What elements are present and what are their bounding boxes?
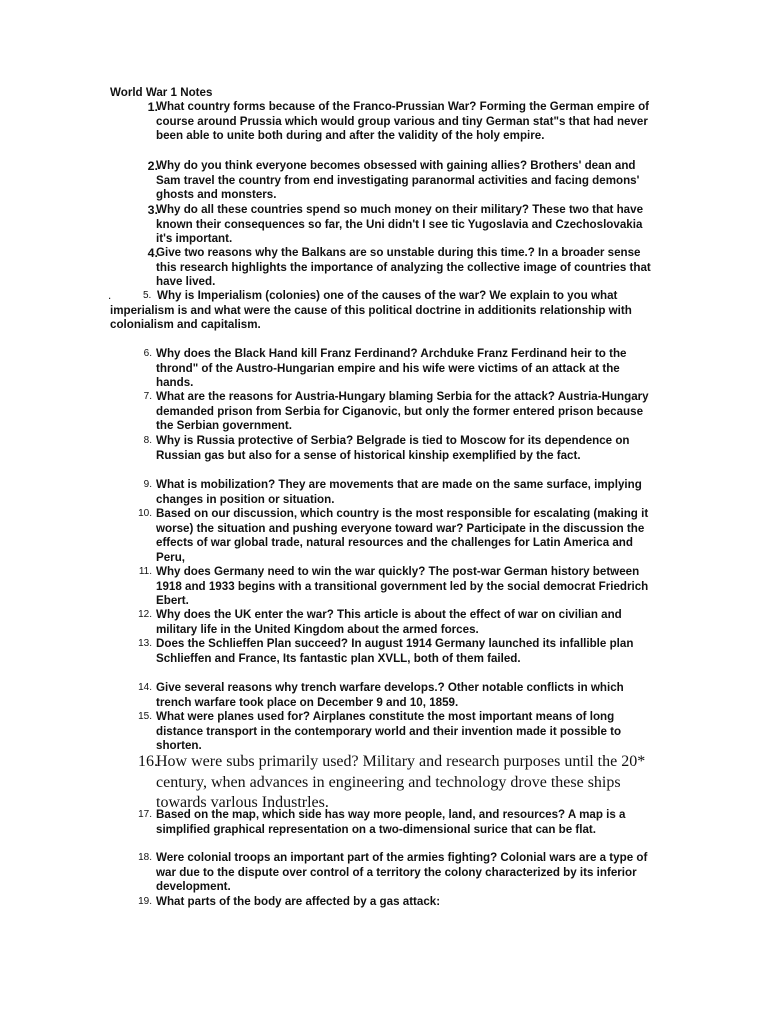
item-text: Does the Schlieffen Plan succeed? In august 1914 Germany launched its infallible plan Schlieffen and France, Its fantastic plan XVLL, both of them failed. (156, 637, 634, 665)
list-item (110, 246, 660, 290)
item-text: What country forms because of the Franco-Prussian War? Forming the German empire of course around Prussia which would group various and tiny German stat"s that had never been able to unite both during and after the validity of the holy empire. (156, 100, 650, 143)
list-item (110, 478, 660, 507)
item-number: 6. (143, 348, 152, 359)
item-text: What parts of the body are affected by a gas attack: (156, 895, 441, 908)
list-item (110, 203, 660, 247)
list-item (110, 637, 660, 666)
item-number: 10. (138, 508, 152, 519)
item-text: What were planes used for? Airplanes constitute the most important means of long distance transport in the contemporary world and their invention made it possible to shorten. (156, 710, 622, 753)
list-item (110, 100, 660, 144)
list-item (110, 434, 660, 463)
item-number: 16. (138, 753, 158, 770)
item-text: Why does the Black Hand kill Franz Ferdinand? Archduke Franz Ferdinand heir to the thrond" of the Austro-Hungarian empire and his wife were victims of an attack at the hands. (156, 347, 627, 390)
item-number: 5. (143, 290, 152, 301)
item-number: 13. (138, 638, 152, 649)
list-item (110, 507, 660, 565)
item-number: 2. (147, 159, 158, 173)
list-item (110, 347, 660, 391)
item-text: How were subs primarily used? Military and research purposes until the 20* century, when advances in engineering and technology drove these ships towards varlous Industrles. (156, 753, 646, 811)
item-text: Why is Imperialism (colonies) one of the causes of the war? We explain to you what imperialism is and what were the cause of this political doctrine in additionits relationship with colonialism and capitalism. (110, 289, 632, 332)
item-number: 8. (143, 435, 152, 446)
item-number: 14. (138, 682, 152, 693)
item-lead-mark: . (108, 289, 112, 302)
item-number: 18. (138, 852, 152, 863)
item-number: 11. (138, 566, 152, 577)
item-number: 9. (143, 479, 152, 490)
item-text: Based on the map, which side has way more people, land, and resources? A map is a simplified graphical representation on a two-dimensional surice that can be flat. (156, 808, 626, 836)
item-text: Why does the UK enter the war? This article is about the effect of war on civilian and military life in the United Kingdom about the armed forces. (156, 608, 622, 636)
item-number: 1. (147, 100, 158, 114)
list-item (110, 608, 660, 637)
item-number: 4. (147, 246, 158, 260)
list-item (110, 710, 660, 754)
item-number: 7. (143, 391, 152, 402)
item-text: Why is Russia protective of Serbia? Belgrade is tied to Moscow for its dependence on Russian gas but also for a sense of historical kinship exemplified by the fact. (156, 434, 630, 462)
list-item (110, 851, 660, 895)
list-item (110, 390, 660, 434)
list-item (110, 159, 660, 203)
item-number: 12. (138, 609, 152, 620)
item-text: Why do you think everyone becomes obsessed with gaining allies? Brothers' dean and Sam travel the country from end investigating paranormal activities and facing demons' ghosts and monsters. (156, 159, 640, 202)
item-text: Why do all these countries spend so much money on their military? These two that have known their consequences so far, the Uni didn't I see tic Yugoslavia and Czechoslovakia it's important. (156, 203, 644, 246)
page-title: World War 1 Notes (110, 86, 213, 99)
list-item (110, 565, 660, 609)
item-text: What is mobilization? They are movements that are made on the same surface, implying changes in position or situation. (156, 478, 642, 506)
item-number: 17. (138, 809, 152, 820)
list-item (110, 752, 660, 814)
list-item (110, 681, 660, 710)
item-text: What are the reasons for Austria-Hungary blaming Serbia for the attack? Austria-Hungary demanded prison from Serbia for Ciganovic, but only the former entered prison because the Serbian government. (156, 390, 649, 433)
item-text: Were colonial troops an important part of the armies fighting? Colonial wars are a type of war due to the dispute over control of a territory the colony characterized by its inferior development. (156, 851, 648, 894)
item-number: 15. (138, 711, 152, 722)
item-text: Give two reasons why the Balkans are so unstable during this time.? In a broader sense this research highlights the importance of analyzing the collective image of countries that have lived. (156, 246, 651, 289)
item-number: 3. (147, 203, 158, 217)
list-item (110, 808, 660, 837)
item-text: Why does Germany need to win the war quickly? The post-war German history between 1918 and 1933 begins with a transitional government led by the social democrat Friedrich Ebert. (156, 565, 649, 608)
item-text: Give several reasons why trench warfare develops.? Other notable conflicts in which trench warfare took place on December 9 and 10, 1859. (156, 681, 624, 709)
list-item (110, 289, 660, 333)
list-item (110, 895, 660, 910)
item-number: 19. (138, 896, 152, 907)
item-text: Based on our discussion, which country is the most responsible for escalating (making it worse) the situation and pushing everyone toward war? Participate in the discussion the effects of war global trade, natural resources and the challenges for Latin America and Peru, (156, 507, 649, 564)
